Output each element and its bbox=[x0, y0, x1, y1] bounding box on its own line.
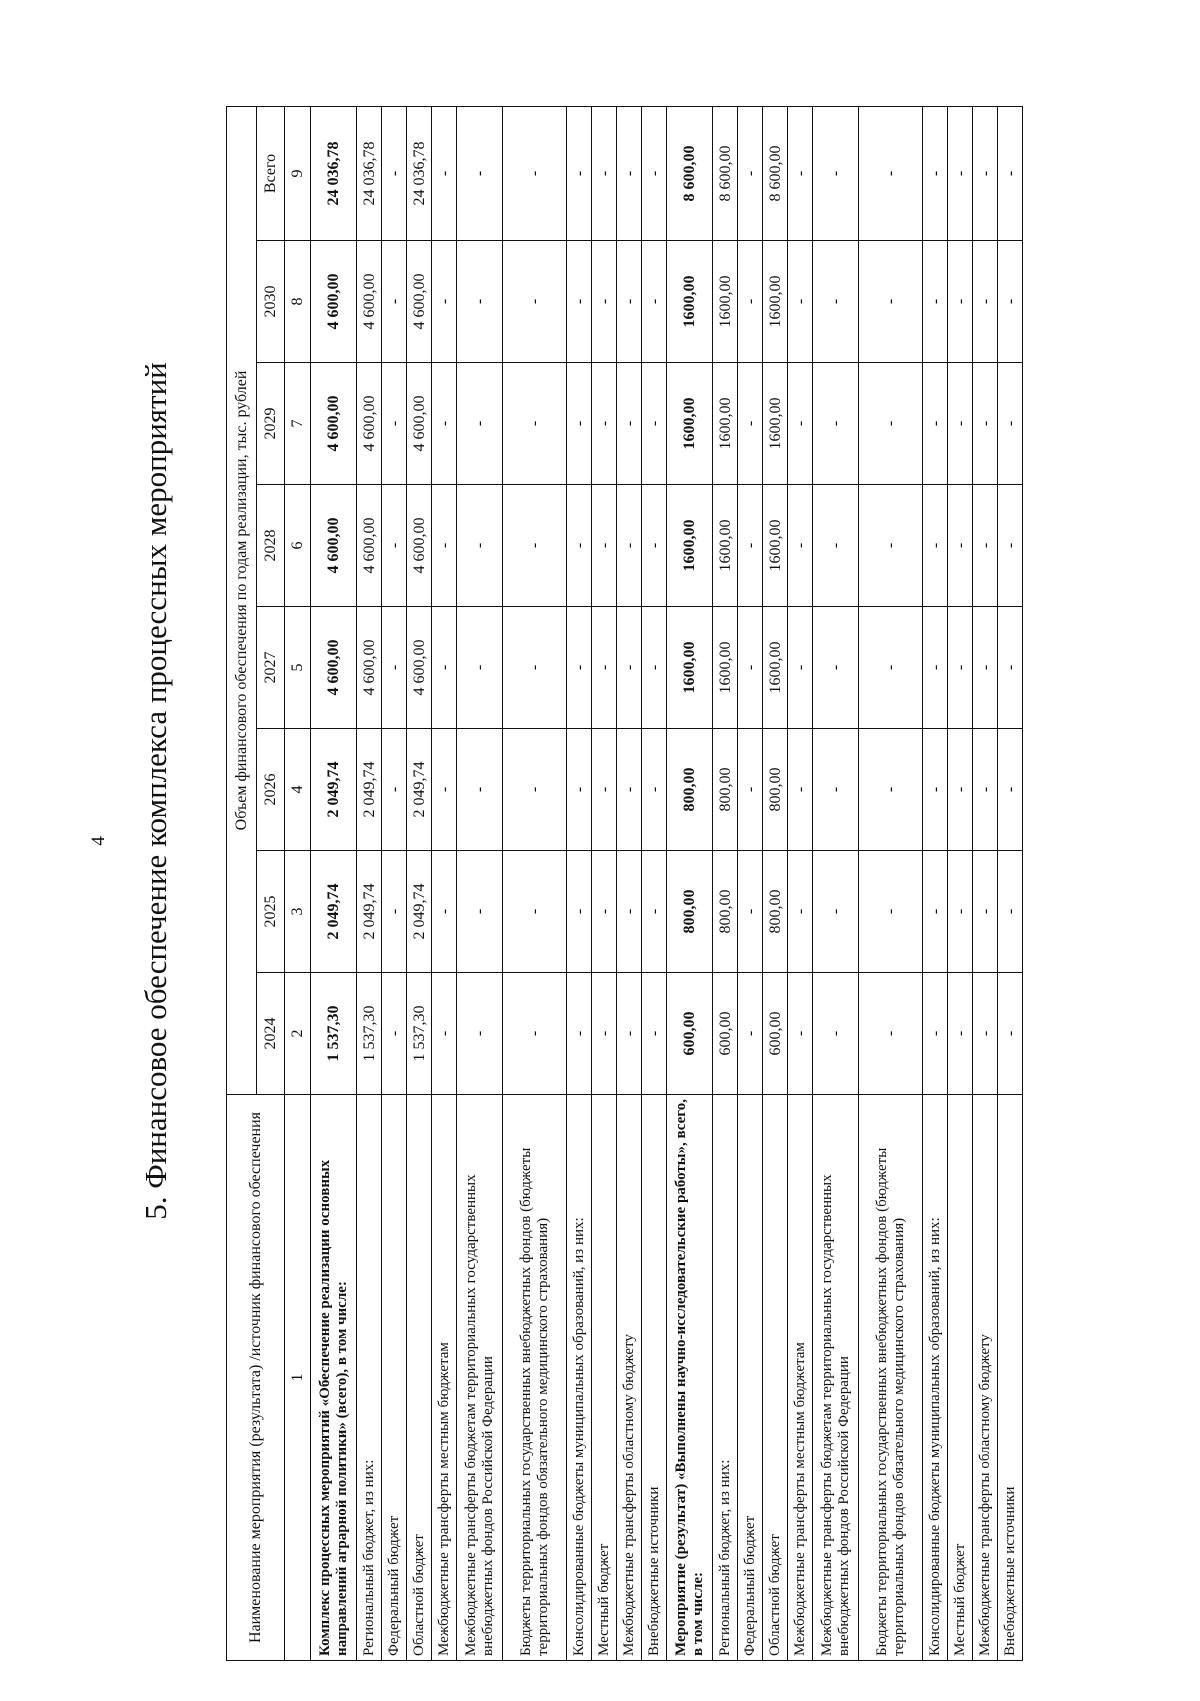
value-cell: - bbox=[948, 241, 973, 363]
value-cell: - bbox=[859, 973, 923, 1095]
value-cell: 4 600,00 bbox=[407, 363, 432, 485]
value-cell: - bbox=[813, 851, 859, 973]
table-row bbox=[503, 106, 567, 1660]
row-label: Комплекс процессных мероприятий «Обеспечение реализации основных направлений аграрной политики» (всего), в том числе: bbox=[311, 1095, 357, 1661]
value-cell: - bbox=[503, 973, 567, 1095]
table-row bbox=[382, 106, 407, 1660]
row-label: Местный бюджет bbox=[592, 1095, 617, 1661]
value-cell: - bbox=[382, 607, 407, 729]
value-cell: - bbox=[788, 106, 813, 240]
table-row bbox=[432, 106, 457, 1660]
value-cell: - bbox=[813, 729, 859, 851]
value-cell: 4 600,00 bbox=[311, 363, 357, 485]
value-cell: 1600,00 bbox=[667, 241, 713, 363]
value-cell: - bbox=[642, 106, 667, 240]
value-cell: 800,00 bbox=[763, 851, 788, 973]
value-cell: - bbox=[642, 485, 667, 607]
value-cell: - bbox=[432, 973, 457, 1095]
value-cell: - bbox=[923, 363, 948, 485]
value-cell: - bbox=[998, 485, 1023, 607]
value-cell: - bbox=[948, 607, 973, 729]
value-cell: 800,00 bbox=[763, 729, 788, 851]
value-cell: 1600,00 bbox=[667, 363, 713, 485]
column-number: 1 bbox=[285, 1095, 311, 1661]
value-cell: - bbox=[382, 363, 407, 485]
value-cell: - bbox=[592, 485, 617, 607]
value-cell: - bbox=[432, 363, 457, 485]
value-cell: - bbox=[948, 363, 973, 485]
row-label: Внебюджетные источники bbox=[642, 1095, 667, 1661]
row-label: Бюджеты территориальных государственных внебюджетных фондов (бюджеты территориальных фондов обязательного медицинского страхования) bbox=[859, 1095, 923, 1661]
value-cell: - bbox=[998, 607, 1023, 729]
row-label: Межбюджетные трансферты местным бюджетам bbox=[432, 1095, 457, 1661]
value-cell: - bbox=[788, 485, 813, 607]
value-cell: 1600,00 bbox=[713, 607, 738, 729]
value-cell: - bbox=[923, 851, 948, 973]
header-name: Наименование мероприятия (результата) /источник финансового обеспечения bbox=[227, 1095, 285, 1661]
value-cell: - bbox=[592, 607, 617, 729]
value-cell: - bbox=[592, 106, 617, 240]
table-row bbox=[738, 106, 763, 1660]
value-cell: 1 537,30 bbox=[357, 973, 382, 1095]
value-cell: 2 049,74 bbox=[311, 729, 357, 851]
value-cell: - bbox=[859, 241, 923, 363]
value-cell: - bbox=[859, 851, 923, 973]
value-cell: - bbox=[813, 607, 859, 729]
year-header: Всего bbox=[257, 106, 285, 240]
value-cell: - bbox=[617, 851, 642, 973]
column-number: 9 bbox=[285, 106, 311, 240]
year-header: 2028 bbox=[257, 485, 285, 607]
value-cell: - bbox=[788, 851, 813, 973]
value-cell: - bbox=[432, 485, 457, 607]
table-row bbox=[923, 106, 948, 1660]
value-cell: - bbox=[567, 607, 592, 729]
value-cell: 600,00 bbox=[667, 973, 713, 1095]
value-cell: 600,00 bbox=[763, 973, 788, 1095]
value-cell: - bbox=[859, 485, 923, 607]
value-cell: - bbox=[998, 973, 1023, 1095]
value-cell: 1600,00 bbox=[713, 241, 738, 363]
column-number: 7 bbox=[285, 363, 311, 485]
value-cell: - bbox=[457, 363, 503, 485]
value-cell: - bbox=[973, 973, 998, 1095]
value-cell: - bbox=[642, 851, 667, 973]
value-cell: 1600,00 bbox=[763, 363, 788, 485]
year-header: 2024 bbox=[257, 973, 285, 1095]
value-cell: 4 600,00 bbox=[407, 485, 432, 607]
value-cell: - bbox=[998, 729, 1023, 851]
table-row bbox=[713, 106, 738, 1660]
value-cell: - bbox=[382, 241, 407, 363]
row-label: Консолидированные бюджеты муниципальных образований, из них: bbox=[567, 1095, 592, 1661]
value-cell: - bbox=[617, 485, 642, 607]
row-label: Внебюджетные источники bbox=[998, 1095, 1023, 1661]
value-cell: - bbox=[617, 607, 642, 729]
value-cell: - bbox=[642, 729, 667, 851]
value-cell: - bbox=[948, 973, 973, 1095]
value-cell: - bbox=[998, 241, 1023, 363]
financing-table bbox=[226, 106, 1023, 1661]
value-cell: - bbox=[813, 241, 859, 363]
value-cell: 4 600,00 bbox=[407, 607, 432, 729]
value-cell: 800,00 bbox=[713, 851, 738, 973]
value-cell: - bbox=[948, 729, 973, 851]
value-cell: - bbox=[998, 363, 1023, 485]
row-label: Консолидированные бюджеты муниципальных образований, из них: bbox=[923, 1095, 948, 1661]
value-cell: - bbox=[457, 851, 503, 973]
value-cell: - bbox=[738, 607, 763, 729]
value-cell: - bbox=[592, 851, 617, 973]
value-cell: - bbox=[567, 851, 592, 973]
value-cell: 4 600,00 bbox=[357, 607, 382, 729]
value-cell: 1600,00 bbox=[667, 607, 713, 729]
value-cell: - bbox=[457, 973, 503, 1095]
value-cell: - bbox=[998, 851, 1023, 973]
value-cell: - bbox=[382, 973, 407, 1095]
value-cell: - bbox=[813, 106, 859, 240]
value-cell: 2 049,74 bbox=[311, 851, 357, 973]
table-row bbox=[813, 106, 859, 1660]
value-cell: 800,00 bbox=[667, 851, 713, 973]
value-cell: 800,00 bbox=[713, 729, 738, 851]
row-label: Бюджеты территориальных государственных внебюджетных фондов (бюджеты территориальных фондов обязательного медицинского страхования) bbox=[503, 1095, 567, 1661]
value-cell: 1600,00 bbox=[763, 241, 788, 363]
value-cell: 2 049,74 bbox=[407, 729, 432, 851]
row-label: Местный бюджет bbox=[948, 1095, 973, 1661]
value-cell: 1 537,30 bbox=[407, 973, 432, 1095]
column-number: 6 bbox=[285, 485, 311, 607]
value-cell: - bbox=[788, 729, 813, 851]
value-cell: - bbox=[923, 973, 948, 1095]
value-cell: - bbox=[788, 607, 813, 729]
value-cell: - bbox=[923, 485, 948, 607]
value-cell: - bbox=[567, 363, 592, 485]
value-cell: - bbox=[432, 729, 457, 851]
value-cell: - bbox=[617, 106, 642, 240]
value-cell: 1 537,30 bbox=[311, 973, 357, 1095]
value-cell: - bbox=[382, 485, 407, 607]
value-cell: 4 600,00 bbox=[357, 485, 382, 607]
row-label: Региональный бюджет, из них: bbox=[713, 1095, 738, 1661]
value-cell: - bbox=[503, 485, 567, 607]
row-label: Межбюджетные трансферты бюджетам территориальных государственных внебюджетных фондов Российской Федерации bbox=[813, 1095, 859, 1661]
row-label: Межбюджетные трансферты местным бюджетам bbox=[788, 1095, 813, 1661]
table-row bbox=[592, 106, 617, 1660]
table-row bbox=[998, 106, 1023, 1660]
value-cell: - bbox=[382, 851, 407, 973]
value-cell: - bbox=[457, 729, 503, 851]
value-cell: - bbox=[432, 851, 457, 973]
value-cell: - bbox=[973, 485, 998, 607]
table-row bbox=[788, 106, 813, 1660]
value-cell: 4 600,00 bbox=[311, 241, 357, 363]
column-number: 8 bbox=[285, 241, 311, 363]
value-cell: - bbox=[973, 851, 998, 973]
year-header: 2025 bbox=[257, 851, 285, 973]
value-cell: 1600,00 bbox=[763, 607, 788, 729]
table-row bbox=[567, 106, 592, 1660]
year-header: 2029 bbox=[257, 363, 285, 485]
value-cell: 2 049,74 bbox=[357, 851, 382, 973]
value-cell: - bbox=[592, 241, 617, 363]
table-row bbox=[948, 106, 973, 1660]
value-cell: - bbox=[738, 485, 763, 607]
value-cell: - bbox=[503, 851, 567, 973]
value-cell: - bbox=[813, 363, 859, 485]
row-label: Федеральный бюджет bbox=[382, 1095, 407, 1661]
value-cell: 4 600,00 bbox=[311, 485, 357, 607]
value-cell: 800,00 bbox=[667, 729, 713, 851]
value-cell: - bbox=[382, 729, 407, 851]
row-label: Межбюджетные трансферты областному бюджету bbox=[973, 1095, 998, 1661]
value-cell: - bbox=[973, 106, 998, 240]
value-cell: 8 600,00 bbox=[667, 106, 713, 240]
value-cell: 4 600,00 bbox=[357, 363, 382, 485]
value-cell: 1600,00 bbox=[713, 363, 738, 485]
value-cell: - bbox=[923, 106, 948, 240]
value-cell: - bbox=[567, 485, 592, 607]
value-cell: - bbox=[617, 363, 642, 485]
value-cell: - bbox=[948, 485, 973, 607]
value-cell: - bbox=[567, 729, 592, 851]
value-cell: - bbox=[503, 241, 567, 363]
column-number: 5 bbox=[285, 607, 311, 729]
value-cell: - bbox=[923, 607, 948, 729]
value-cell: - bbox=[617, 729, 642, 851]
value-cell: - bbox=[617, 241, 642, 363]
table-row bbox=[457, 106, 503, 1660]
value-cell: - bbox=[788, 241, 813, 363]
value-cell: 600,00 bbox=[713, 973, 738, 1095]
value-cell: 4 600,00 bbox=[311, 607, 357, 729]
value-cell: - bbox=[567, 106, 592, 240]
value-cell: 1600,00 bbox=[713, 485, 738, 607]
page-number: 4 bbox=[88, 836, 109, 846]
value-cell: 24 036,78 bbox=[357, 106, 382, 240]
year-header: 2026 bbox=[257, 729, 285, 851]
value-cell: - bbox=[948, 851, 973, 973]
value-cell: - bbox=[738, 729, 763, 851]
section-title: 5. Финансовое обеспечение комплекса процессных мероприятий bbox=[138, 362, 173, 1220]
value-cell: 4 600,00 bbox=[357, 241, 382, 363]
value-cell: - bbox=[973, 241, 998, 363]
value-cell: 2 049,74 bbox=[407, 851, 432, 973]
value-cell: 1600,00 bbox=[763, 485, 788, 607]
year-header: 2030 bbox=[257, 241, 285, 363]
value-cell: - bbox=[788, 363, 813, 485]
value-cell: - bbox=[382, 106, 407, 240]
table-row bbox=[407, 106, 432, 1660]
value-cell: - bbox=[973, 729, 998, 851]
row-label: Федеральный бюджет bbox=[738, 1095, 763, 1661]
value-cell: - bbox=[642, 363, 667, 485]
value-cell: - bbox=[642, 607, 667, 729]
value-cell: - bbox=[923, 729, 948, 851]
value-cell: - bbox=[432, 241, 457, 363]
column-number: 2 bbox=[285, 973, 311, 1095]
value-cell: - bbox=[813, 485, 859, 607]
table-row bbox=[642, 106, 667, 1660]
row-label: Межбюджетные трансферты бюджетам территориальных государственных внебюджетных фондов Российской Федерации bbox=[457, 1095, 503, 1661]
row-label: Областной бюджет bbox=[763, 1095, 788, 1661]
value-cell: - bbox=[457, 607, 503, 729]
value-cell: - bbox=[998, 106, 1023, 240]
value-cell: - bbox=[457, 106, 503, 240]
value-cell: - bbox=[738, 363, 763, 485]
value-cell: 24 036,78 bbox=[311, 106, 357, 240]
value-cell: - bbox=[859, 607, 923, 729]
value-cell: - bbox=[457, 241, 503, 363]
table-row bbox=[667, 106, 713, 1660]
value-cell: 8 600,00 bbox=[763, 106, 788, 240]
value-cell: - bbox=[642, 241, 667, 363]
value-cell: - bbox=[948, 106, 973, 240]
year-header: 2027 bbox=[257, 607, 285, 729]
value-cell: 2 049,74 bbox=[357, 729, 382, 851]
value-cell: - bbox=[859, 363, 923, 485]
value-cell: - bbox=[503, 729, 567, 851]
value-cell: 8 600,00 bbox=[713, 106, 738, 240]
table-row bbox=[763, 106, 788, 1660]
value-cell: - bbox=[592, 363, 617, 485]
value-cell: - bbox=[432, 106, 457, 240]
column-number: 4 bbox=[285, 729, 311, 851]
row-label: Мероприятие (результат) «Выполнены научно-исследовательские работы», всего, в том числе: bbox=[667, 1095, 713, 1661]
value-cell: - bbox=[738, 851, 763, 973]
value-cell: - bbox=[923, 241, 948, 363]
value-cell: - bbox=[973, 363, 998, 485]
row-label: Межбюджетные трансферты областному бюджету bbox=[617, 1095, 642, 1661]
value-cell: - bbox=[592, 729, 617, 851]
value-cell: - bbox=[642, 973, 667, 1095]
value-cell: - bbox=[859, 729, 923, 851]
value-cell: - bbox=[503, 363, 567, 485]
value-cell: 1600,00 bbox=[667, 485, 713, 607]
table-row bbox=[311, 106, 357, 1660]
value-cell: - bbox=[617, 973, 642, 1095]
value-cell: 24 036,78 bbox=[407, 106, 432, 240]
table-row bbox=[357, 106, 382, 1660]
value-cell: - bbox=[592, 973, 617, 1095]
value-cell: - bbox=[788, 973, 813, 1095]
value-cell: - bbox=[567, 241, 592, 363]
value-cell: - bbox=[432, 607, 457, 729]
row-label: Региональный бюджет, из них: bbox=[357, 1095, 382, 1661]
value-cell: 4 600,00 bbox=[407, 241, 432, 363]
value-cell: - bbox=[457, 485, 503, 607]
value-cell: - bbox=[813, 973, 859, 1095]
value-cell: - bbox=[503, 106, 567, 240]
table-row bbox=[859, 106, 923, 1660]
row-label: Областной бюджет bbox=[407, 1095, 432, 1661]
value-cell: - bbox=[567, 973, 592, 1095]
value-cell: - bbox=[738, 973, 763, 1095]
value-cell: - bbox=[503, 607, 567, 729]
table-row bbox=[617, 106, 642, 1660]
column-number: 3 bbox=[285, 851, 311, 973]
table-row bbox=[973, 106, 998, 1660]
header-group: Объем финансового обеспечения по годам реализации, тыс. рублей bbox=[227, 106, 257, 1094]
value-cell: - bbox=[859, 106, 923, 240]
value-cell: - bbox=[738, 241, 763, 363]
value-cell: - bbox=[738, 106, 763, 240]
value-cell: - bbox=[973, 607, 998, 729]
